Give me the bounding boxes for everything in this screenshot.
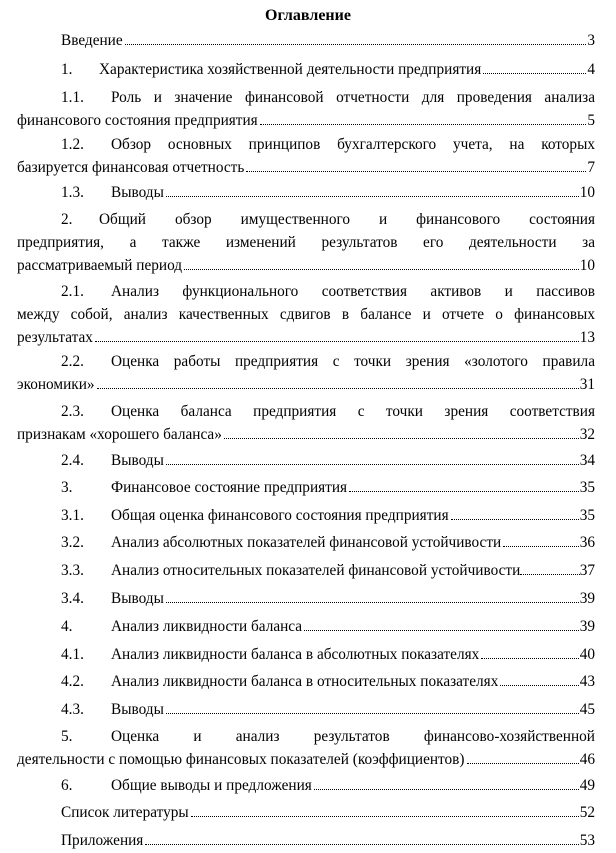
- toc-entry-text: Введение: [61, 32, 123, 49]
- dot-leader: [246, 171, 586, 172]
- toc-entry-text: Приложения: [61, 832, 144, 849]
- toc-entry-number: 1.3.: [61, 184, 84, 201]
- toc-page-number: 43: [579, 673, 595, 690]
- toc-entry-text: Общая оценка финансового состояния предприятия: [111, 507, 449, 524]
- toc-entry-text-cont: экономики»: [17, 376, 95, 393]
- toc-entry-text-cont: финансового состояния предприятия: [17, 112, 258, 129]
- toc-entry-number: 2.2.: [61, 353, 84, 370]
- toc-entry-4[interactable]: [17, 615, 595, 638]
- toc-page-number: 10: [579, 257, 595, 274]
- dot-leader: [349, 491, 579, 492]
- toc-entry-text-cont: результатах: [17, 329, 93, 346]
- toc-entry-1-2[interactable]: [17, 133, 595, 179]
- dot-leader: [166, 464, 579, 465]
- toc-entry-text: Выводы: [111, 590, 164, 607]
- toc-entry-2-3[interactable]: [17, 400, 595, 446]
- toc-entry-number: 1.2.: [61, 136, 84, 153]
- toc-entry-number: 4.: [61, 618, 73, 635]
- toc-entry-text: Выводы: [111, 184, 164, 201]
- toc-entry-number: 2.1.: [61, 283, 84, 300]
- toc-page-number: 39: [579, 618, 595, 635]
- toc-entry-2-2[interactable]: [17, 350, 595, 396]
- dot-leader: [166, 196, 579, 197]
- toc-entry-text-cont: между собой, анализ качественных сдвигов в балансе и отчете о финансовых: [17, 306, 595, 323]
- toc-entry-2[interactable]: [17, 208, 595, 277]
- dot-leader: [481, 658, 578, 659]
- dot-leader: [451, 519, 579, 520]
- toc-page-number: 10: [579, 184, 595, 201]
- dot-leader: [503, 546, 578, 547]
- dot-leader: [125, 44, 587, 45]
- toc-page-number: 7: [587, 159, 595, 176]
- toc-entry-references[interactable]: [17, 801, 595, 824]
- toc-page-number: 37: [579, 562, 595, 579]
- toc-entry-number: 3.: [61, 479, 73, 496]
- toc-entry-number: 3.1.: [61, 507, 84, 524]
- toc-entry-text: Общие выводы и предложения: [111, 777, 312, 794]
- toc-entry-3-4[interactable]: [17, 587, 595, 610]
- dot-leader: [304, 630, 579, 631]
- toc-page-number: 52: [579, 804, 595, 821]
- toc-entry-number: 3.4.: [61, 590, 84, 607]
- toc-entry-3-3[interactable]: [17, 559, 595, 582]
- toc-entry-text: Общий обзор имущественного и финансового состояния: [99, 211, 595, 228]
- toc-entry-text: Список литературы: [61, 804, 189, 821]
- toc-page-number: 35: [579, 507, 595, 524]
- toc-entry-number: 1.: [61, 61, 73, 78]
- toc-entry-6[interactable]: [17, 774, 595, 797]
- toc-page-number: 39: [579, 590, 595, 607]
- toc-entry-number: 4.3.: [61, 701, 84, 718]
- toc-entry-text: Обзор основных принципов бухгалтерского учета, на которых: [111, 136, 595, 153]
- toc-entry-number: 2.3.: [61, 403, 84, 420]
- page-title: Оглавление: [265, 7, 351, 24]
- toc-entry-appendices[interactable]: [17, 829, 595, 852]
- dot-leader: [520, 574, 579, 575]
- toc-entry-1-1[interactable]: [17, 86, 595, 132]
- toc-entry-number: 1.1.: [61, 89, 84, 106]
- dot-leader: [184, 269, 579, 270]
- toc-entry-number: 2.4.: [61, 452, 84, 469]
- toc-entry-text-cont: предприятия, а также изменений результатов его деятельности за: [17, 234, 595, 251]
- toc-entry-text-cont: базируется финансовая отчетность: [17, 159, 245, 176]
- toc-page-number: 32: [579, 426, 595, 443]
- dot-leader: [314, 789, 579, 790]
- toc-entry-3-2[interactable]: [17, 531, 595, 554]
- toc-entry-text: Финансовое состояние предприятия: [111, 479, 348, 496]
- toc-entry-intro[interactable]: [17, 29, 595, 52]
- dot-leader: [95, 341, 579, 342]
- toc-page-number: 3: [587, 32, 595, 49]
- toc-page-number: 46: [579, 751, 595, 768]
- toc-entry-number: 6.: [61, 777, 73, 794]
- dot-leader: [224, 438, 579, 439]
- toc-entry-number: 4.1.: [61, 646, 84, 663]
- toc-page-number: 40: [579, 646, 595, 663]
- toc-page-number: 13: [579, 329, 595, 346]
- toc-entry-1-3[interactable]: [17, 181, 595, 204]
- toc-entry-text: Анализ абсолютных показателей финансовой устойчивости: [111, 534, 502, 551]
- toc-entry-text: Оценка и анализ результатов финансово-хозяйственной: [111, 728, 595, 745]
- toc-entry-2-4[interactable]: [17, 449, 595, 472]
- toc-entry-4-3[interactable]: [17, 698, 595, 721]
- toc-entry-number: 5.: [61, 728, 73, 745]
- toc-entry-text-cont: деятельности с помощью финансовых показателей (коэффициентов): [17, 751, 465, 768]
- dot-leader: [166, 602, 579, 603]
- toc-entry-text: Роль и значение финансовой отчетности для проведения анализа: [111, 89, 595, 106]
- toc-entry-5[interactable]: [17, 725, 595, 771]
- toc-entry-text: Характеристика хозяйственной деятельности предприятия: [99, 61, 482, 78]
- toc-entry-text-cont: рассматриваемый период: [17, 257, 183, 274]
- dot-leader: [483, 73, 586, 74]
- dot-leader: [500, 685, 578, 686]
- toc-entry-text: Анализ ликвидности баланса: [111, 618, 303, 635]
- toc-entry-text: Оценка работы предприятия с точки зрения «золотого правила: [111, 353, 595, 370]
- toc-entry-text: Оценка баланса предприятия с точки зрения соответствия: [111, 403, 595, 420]
- toc-page-number: 53: [579, 832, 595, 849]
- toc-entry-number: 3.3.: [61, 562, 84, 579]
- toc-entry-4-2[interactable]: [17, 670, 595, 693]
- toc-entry-text: Анализ ликвидности баланса в абсолютных показателях: [111, 646, 480, 663]
- toc-entry-text: Анализ относительных показателей финансовой устойчивости: [111, 562, 521, 579]
- toc-page-number: 49: [579, 777, 595, 794]
- toc-entry-3-1[interactable]: [17, 504, 595, 527]
- dot-leader: [145, 844, 578, 845]
- toc-page-number: 4: [587, 61, 595, 78]
- toc-entry-text: Анализ функционального соответствия активов и пассивов: [111, 283, 595, 300]
- toc-page-number: 5: [587, 112, 595, 129]
- toc-entry-number: 3.2.: [61, 534, 84, 551]
- toc-page-number: 34: [579, 452, 595, 469]
- toc-entry-text-cont: признакам «хорошего баланса»: [17, 426, 222, 443]
- toc-entry-text: Анализ ликвидности баланса в относительных показателях: [111, 673, 499, 690]
- toc-entry-1[interactable]: [17, 58, 595, 81]
- dot-leader: [467, 763, 579, 764]
- dot-leader: [97, 388, 579, 389]
- toc-page-number: 35: [579, 479, 595, 496]
- dot-leader: [166, 713, 579, 714]
- dot-leader: [191, 816, 579, 817]
- toc-page-number: 36: [579, 534, 595, 551]
- dot-leader: [260, 124, 587, 125]
- toc-page-number: 45: [579, 701, 595, 718]
- toc-entry-text: Выводы: [111, 701, 164, 718]
- toc-entry-number: 2.: [61, 211, 73, 228]
- toc-entry-2-1[interactable]: [17, 280, 595, 349]
- toc-entry-text: Выводы: [111, 452, 164, 469]
- toc-entry-3[interactable]: [17, 476, 595, 499]
- toc-page-number: 31: [579, 376, 595, 393]
- toc-entry-4-1[interactable]: [17, 643, 595, 666]
- toc-entry-number: 4.2.: [61, 673, 84, 690]
